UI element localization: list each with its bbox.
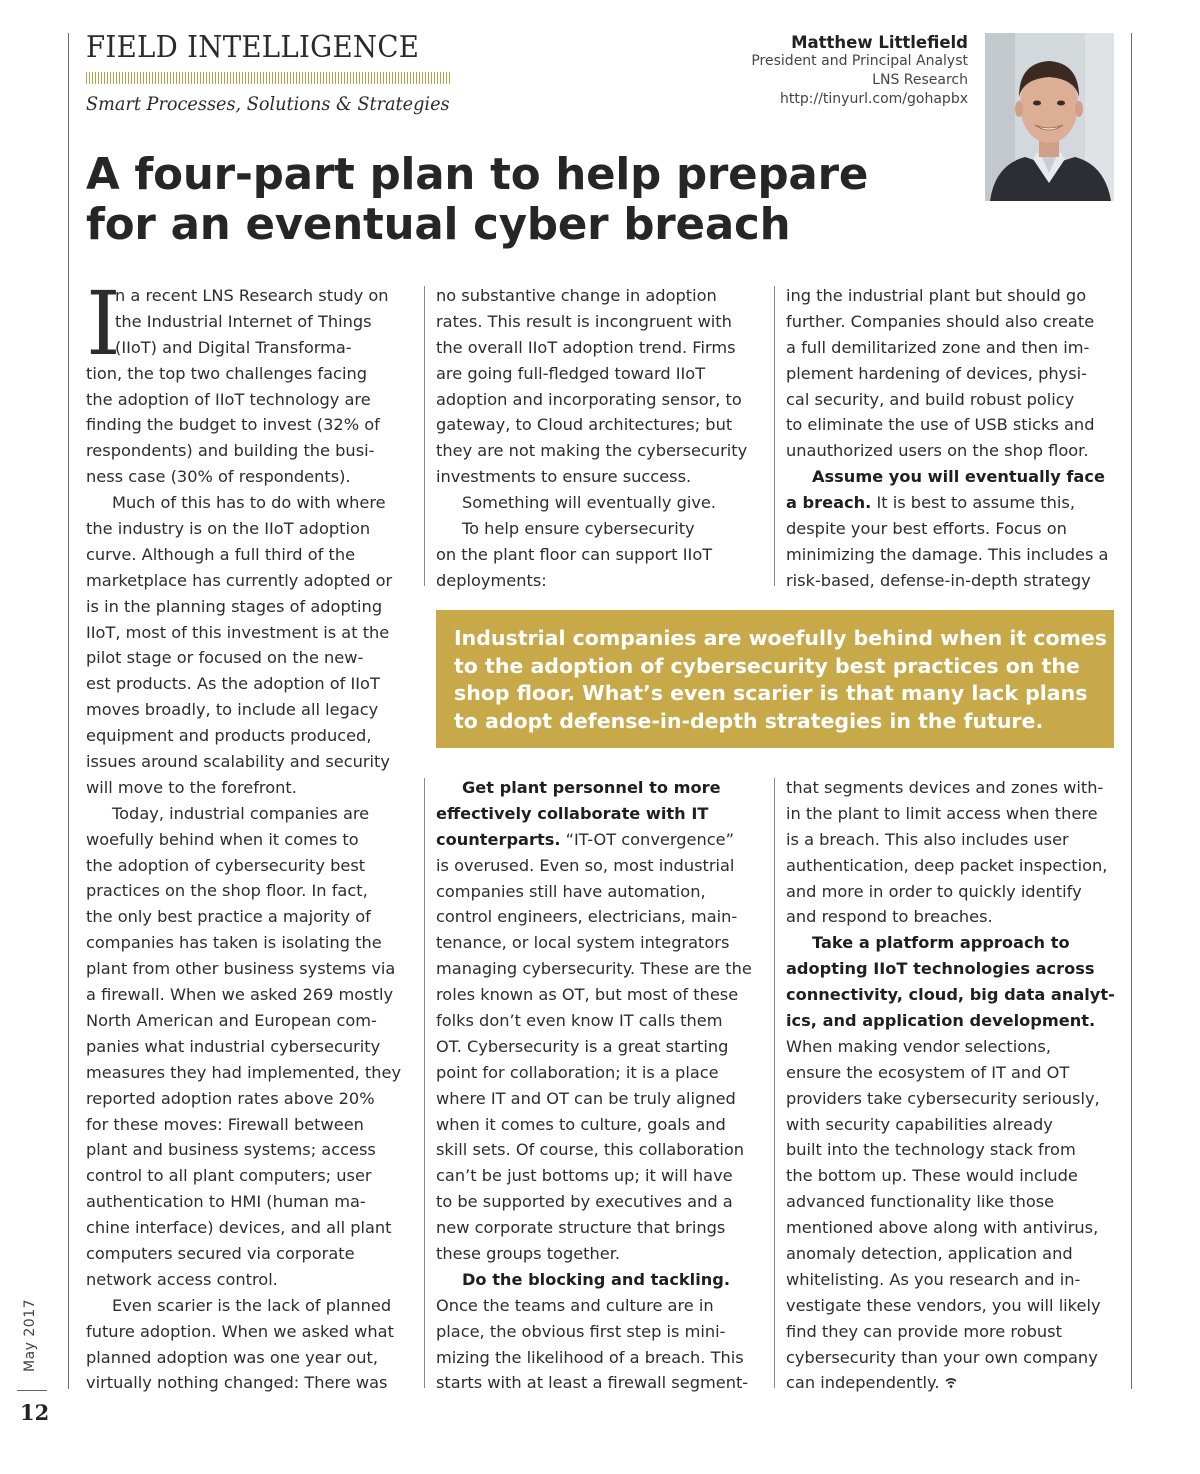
wifi-end-icon [945,1371,957,1397]
pull-quote-line: Industrial companies are woefully behind when it comes [454,626,1108,650]
text-line: the adoption of cybersecurity best [86,855,366,875]
text-line: (IIoT) and Digital Transforma- [115,337,352,357]
text-line [436,775,752,801]
subhead-text: Do the blocking and tackling. [462,1269,731,1289]
text-line: moves broadly, to include all legacy [86,700,379,720]
text-line: further. Companies should also create [786,311,1095,331]
page-number-rule [17,1390,47,1391]
column-rule [774,286,775,586]
section-tagline: Smart Processes, Solutions & Strategies [86,93,450,115]
text-line: chine interface) devices, and all plant [86,1218,392,1238]
text-line: network access control. [86,1269,278,1289]
text-line: when it comes to culture, goals and [436,1114,726,1134]
text-line [786,956,1115,982]
text-line: they are not making the cybersecurity [436,441,748,461]
text-line: these groups together. [436,1244,621,1264]
section-title: FIELD INTELLIGENCE [86,30,420,65]
headline-line: for an eventual cyber breach [86,200,791,250]
text-line: control engineers, electricians, main- [436,907,738,927]
section-decorative-bar [86,72,450,84]
body-text: It is best to assume this, [871,493,1075,513]
text-line: the adoption of IIoT technology are [86,389,371,409]
text-line: authentication, deep packet inspection, [786,855,1108,875]
text-line: built into the technology stack from [786,1140,1076,1160]
text-line: plant and business systems; access [86,1140,376,1160]
text-line: and more in order to quickly identify [786,881,1082,901]
article-headline [86,150,906,250]
text-line: gateway, to Cloud architectures; but [436,415,733,435]
text-line [786,464,1108,490]
text-line: ing the industrial plant but should go [786,286,1087,305]
text-line: where IT and OT can be truly aligned [436,1088,736,1108]
text-line: IIoT, most of this investment is at the [86,622,390,642]
text-line: a firewall. When we asked 269 mostly [86,985,394,1005]
subhead-text: counterparts. [436,829,561,849]
subhead-text: Get plant personnel to more [462,778,721,797]
text-line: computers secured via corporate [86,1243,355,1263]
column-rule [774,778,775,1388]
text-line: point for collaboration; it is a place [436,1062,719,1082]
text-line: the bottom up. These would include [786,1166,1078,1186]
text-line: is a breach. This also includes user [786,829,1069,849]
text-line: risk-based, defense-in-depth strategy [786,570,1091,590]
text-line: place, the obvious first step is mini- [436,1321,726,1341]
text-line: OT. Cybersecurity is a great starting [436,1036,729,1056]
body-column-2-bottom [436,775,752,1396]
text-line: virtually nothing changed: There was [86,1373,388,1393]
author-photo [985,33,1114,201]
text-line: When making vendor selections, [786,1036,1051,1056]
text-line: finding the budget to invest (32% of [86,415,380,435]
text-line: is in the planning stages of adopting [86,596,383,616]
text-line [786,490,1108,516]
body-text: “IT-OT convergence” [560,829,734,849]
text-line: Something will eventually give. [462,493,717,513]
text-line: woefully behind when it comes to [86,829,359,849]
headline-line: A four-part plan to help prepare [86,150,869,200]
text-line: reported adoption rates above 20% [86,1088,375,1108]
text-line: with security capabilities already [786,1114,1053,1134]
subhead-text: connectivity, cloud, big data analyt- [786,985,1115,1005]
body-column-2-top [436,283,747,594]
text-line: the Industrial Internet of Things [115,311,372,331]
pull-quote [436,610,1114,748]
text-line: panies what industrial cybersecurity [86,1036,381,1056]
text-line: n a recent LNS Research study on [115,286,389,305]
body-column-3-top [786,283,1108,594]
text-line: ness case (30% of respondents). [86,467,351,487]
page-right-rule [1131,33,1132,1389]
author-portrait-image [985,33,1114,201]
subhead-text: ics, and application development. [786,1011,1096,1031]
text-line: the only best practice a majority of [86,907,371,927]
text-line [786,982,1115,1008]
text-line: mentioned above along with antivirus, [786,1218,1099,1238]
text-line: no substantive change in adoption [436,286,717,305]
text-line: find they can provide more robust [786,1321,1062,1341]
text-line: providers take cybersecurity seriously, [786,1088,1100,1108]
text-line: the industry is on the IIoT adoption [86,519,371,539]
text-line [786,930,1115,956]
text-line: plement hardening of devices, physi- [786,363,1087,383]
text-line: that segments devices and zones with- [786,778,1104,797]
text-line: Once the teams and culture are in [436,1295,714,1315]
author-url[interactable]: http://tinyurl.com/gohapbx [780,91,968,107]
pull-quote-line: to the adoption of cybersecurity best practices on the [454,653,1080,678]
text-line: are going full-fledged toward IIoT [436,363,706,383]
text-line [786,1008,1115,1034]
text-line: investments to ensure success. [436,467,692,487]
pull-quote-line: to adopt defense-in-depth strategies in the future. [454,708,1044,733]
text-line: tion, the top two challenges facing [86,363,367,383]
text-line: new corporate structure that brings [436,1218,726,1238]
text-line: anomaly detection, application and [786,1244,1073,1264]
author-company: LNS Research [872,72,968,88]
text-line: pilot stage or focused on the new- [86,648,364,668]
text-line: To help ensure cybersecurity [462,519,695,539]
text-line: future adoption. When we asked what [86,1321,394,1341]
text-line: Today, industrial companies are [112,803,370,823]
text-line: ensure the ecosystem of IT and OT [786,1062,1070,1082]
text-line: advanced functionality like those [786,1192,1055,1212]
text-line: cal security, and build robust policy [786,389,1075,409]
text-line: deployments: [436,570,547,590]
text-line: plant from other business systems via [86,959,396,979]
text-line [786,1370,1115,1396]
text-line: authentication to HMI (human ma- [86,1192,366,1212]
text-line: measures they had implemented, they [86,1062,402,1082]
text-line: is overused. Even so, most industrial [436,855,735,875]
author-title: President and Principal Analyst [751,53,968,69]
text-line [436,1267,752,1293]
text-line: despite your best efforts. Focus on [786,519,1067,539]
text-line: tenance, or local system integrators [436,933,730,953]
text-line [436,801,752,827]
column-rule [424,286,425,586]
text-line: whitelisting. As you research and in- [786,1269,1081,1289]
text-line: can’t be just bottoms up; it will have [436,1166,733,1186]
issue-date: May 2017 [22,1298,38,1372]
text-line: control to all plant computers; user [86,1166,372,1186]
subhead-text: Assume you will eventually face [812,467,1105,487]
text-line: Much of this has to do with where [112,493,386,513]
text-line: to eliminate the use of USB sticks and [786,415,1095,435]
text-line: will move to the forefront. [86,777,297,797]
text-line: for these moves: Firewall between [86,1114,364,1134]
body-column-1 [86,272,402,1396]
text-line: on the plant floor can support IIoT [436,544,713,564]
text-line: marketplace has currently adopted or [86,570,393,590]
text-line: starts with at least a firewall segment- [436,1373,749,1393]
text-line: folks don’t even know IT calls them [436,1011,723,1031]
pull-quote-line: shop floor. What’s even scarier is that many lack plans [454,681,1088,705]
text-line: curve. Although a full third of the [86,544,356,564]
text-line [436,827,752,853]
text-line: respondents) and building the busi- [86,441,375,461]
page-left-rule [68,33,69,1389]
text-line: to be supported by executives and a [436,1192,733,1212]
text-line: rates. This result is incongruent with [436,311,732,331]
body-column-3-bottom [786,775,1115,1396]
subhead-text: Take a platform approach to [812,933,1070,953]
text-line: Even scarier is the lack of planned [112,1295,392,1315]
text-line: skill sets. Of course, this collaboration [436,1140,745,1160]
text-line: and respond to breaches. [786,907,993,927]
text-line: North American and European com- [86,1010,377,1030]
text-line: issues around scalability and security [86,752,390,772]
text-line: mizing the likelihood of a breach. This [436,1347,744,1367]
text-line: vestigate these vendors, you will likely [786,1295,1101,1315]
text-line: a full demilitarized zone and then im- [786,337,1090,357]
text-line: est products. As the adoption of IIoT [86,674,380,694]
text-line: roles known as OT, but most of these [436,985,739,1005]
text-line: minimizing the damage. This includes a [786,544,1109,564]
author-block [751,33,968,109]
text-line: the overall IIoT adoption trend. Firms [436,337,736,357]
subhead-text: adopting IIoT technologies across [786,959,1095,979]
text-line: companies has taken is isolating the [86,933,382,953]
subhead-text: effectively collaborate with IT [436,803,709,823]
text-line: adoption and incorporating sensor, to [436,389,742,409]
text-line: equipment and products produced, [86,726,372,746]
text-line: companies still have automation, [436,881,706,901]
author-name: Matthew Littlefield [791,33,968,52]
text-line: planned adoption was one year out, [86,1347,379,1367]
text-line: unauthorized users on the shop floor. [786,441,1089,461]
text-line: managing cybersecurity. These are the [436,959,752,979]
subhead-text: a breach. [786,493,872,513]
text-line: practices on the shop floor. In fact, [86,881,368,901]
page-number: 12 [20,1400,50,1425]
text-line: cybersecurity than your own company [786,1347,1098,1367]
drop-cap: I [86,272,121,375]
body-text: can independently. [786,1373,940,1393]
text-line: in the plant to limit access when there [786,803,1098,823]
column-rule [424,778,425,1388]
